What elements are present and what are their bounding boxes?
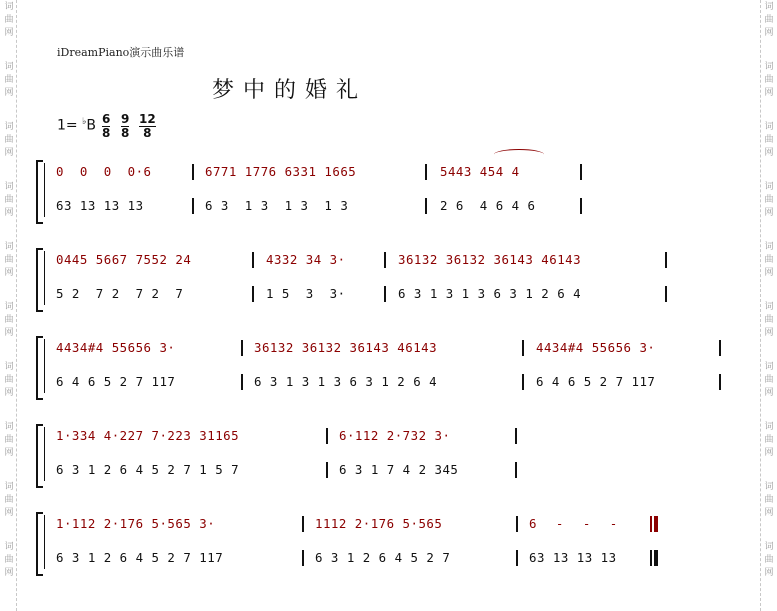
watermark-glyph: 词 <box>764 542 774 552</box>
barline <box>425 198 427 214</box>
watermark-glyph: 网 <box>764 508 774 518</box>
time-signature-denominator: 8 <box>102 126 111 140</box>
barline <box>241 374 243 390</box>
barline <box>522 340 524 356</box>
watermark-glyph: 词 <box>4 362 14 372</box>
melody-measure: 6 - - - <box>529 516 624 531</box>
bass-measure: 63 13 13 13 <box>56 198 144 213</box>
watermark-glyph: 网 <box>4 268 14 278</box>
system-brace <box>36 512 43 576</box>
watermark-glyph: 词 <box>764 482 774 492</box>
watermark-glyph: 词 <box>4 2 14 12</box>
system-brace <box>36 336 43 400</box>
watermark-glyph: 网 <box>764 268 774 278</box>
watermark-glyph: 网 <box>764 568 774 578</box>
watermark-glyph: 曲 <box>764 135 774 145</box>
watermark-glyph: 曲 <box>764 315 774 325</box>
barline <box>326 462 328 478</box>
melody-measure: 1112 2·176 5·565 <box>315 516 443 531</box>
melody-measure: 1·112 2·176 5·565 3· <box>56 516 216 531</box>
bass-measure: 1 5 3 3· <box>266 286 346 301</box>
watermark-glyph: 词 <box>764 182 774 192</box>
barline <box>522 374 524 390</box>
watermark-glyph: 网 <box>4 388 14 398</box>
bass-measure: 6 3 1 2 6 4 5 2 7 117 <box>56 550 224 565</box>
system-bracket <box>44 251 48 305</box>
watermark-glyph: 曲 <box>4 375 14 385</box>
watermark-glyph: 词 <box>764 122 774 132</box>
bass-measure: 6 3 1 7 4 2 345 <box>339 462 459 477</box>
system-brace <box>36 424 43 488</box>
watermark-glyph: 网 <box>4 448 14 458</box>
watermark-glyph: 网 <box>4 88 14 98</box>
melody-measure: 1·334 4·227 7·223 31165 <box>56 428 240 443</box>
watermark-glyph: 曲 <box>4 435 14 445</box>
barline <box>580 164 582 180</box>
melody-measure: 0445 5667 7552 24 <box>56 252 192 267</box>
watermark-glyph: 曲 <box>764 15 774 25</box>
time-signature-denominator: 8 <box>121 126 130 140</box>
watermark-glyph: 曲 <box>4 195 14 205</box>
tie-mark <box>494 149 544 160</box>
watermark-glyph: 曲 <box>4 255 14 265</box>
barline <box>516 550 518 566</box>
watermark-glyph: 网 <box>4 148 14 158</box>
watermark-glyph: 曲 <box>764 75 774 85</box>
watermark-glyph: 曲 <box>764 435 774 445</box>
barline <box>192 164 194 180</box>
barline <box>516 516 518 532</box>
barline <box>384 286 386 302</box>
watermark-glyph: 网 <box>764 208 774 218</box>
watermark-glyph: 词 <box>764 422 774 432</box>
bass-measure: 6 3 1 3 1 3 6 3 1 2 6 4 <box>398 286 582 301</box>
watermark-glyph: 网 <box>4 328 14 338</box>
barline <box>719 340 721 356</box>
melody-measure: 36132 36132 36143 46143 <box>398 252 582 267</box>
time-signature-numerator: 12 <box>139 112 156 126</box>
bass-measure: 6 4 6 5 2 7 117 <box>536 374 656 389</box>
watermark-glyph: 曲 <box>764 195 774 205</box>
watermark-glyph: 词 <box>764 302 774 312</box>
bass-measure: 6 3 1 3 1 3 1 3 <box>205 198 349 213</box>
melody-measure: 0 0 0 0·6 <box>56 164 152 179</box>
watermark-glyph: 曲 <box>764 555 774 565</box>
system-brace <box>36 248 43 312</box>
melody-measure: 6771 1776 6331 1665 <box>205 164 357 179</box>
barline <box>665 286 667 302</box>
final-barline-thick <box>654 516 658 532</box>
barline <box>302 550 304 566</box>
barline <box>241 340 243 356</box>
bass-measure: 6 3 1 3 1 3 6 3 1 2 6 4 <box>254 374 438 389</box>
system-bracket <box>44 339 48 393</box>
watermark-glyph: 曲 <box>764 375 774 385</box>
bass-measure: 63 13 13 13 <box>529 550 617 565</box>
bass-measure: 6 3 1 2 6 4 5 2 7 <box>315 550 451 565</box>
watermark-glyph: 词 <box>4 182 14 192</box>
bass-measure: 6 3 1 2 6 4 5 2 7 1 5 7 <box>56 462 240 477</box>
watermark-glyph: 词 <box>4 122 14 132</box>
final-barline-thin <box>650 550 652 566</box>
watermark-glyph: 网 <box>764 328 774 338</box>
watermark-glyph: 曲 <box>4 315 14 325</box>
watermark-glyph: 网 <box>764 88 774 98</box>
bass-measure: 2 6 4 6 4 6 <box>440 198 536 213</box>
bass-measure: 5 2 7 2 7 2 7 <box>56 286 184 301</box>
system-bracket <box>44 515 48 569</box>
system-bracket <box>44 427 48 481</box>
key-prefix: 1= <box>57 117 78 134</box>
time-signature-numerator: 6 <box>102 112 111 126</box>
watermark-glyph: 网 <box>4 208 14 218</box>
watermark-glyph: 曲 <box>4 135 14 145</box>
barline <box>326 428 328 444</box>
score-title: 梦中的婚礼 <box>212 78 368 103</box>
melody-measure: 4434#4 55656 3· <box>56 340 176 355</box>
watermark-glyph: 网 <box>764 28 774 38</box>
barline <box>665 252 667 268</box>
watermark-glyph: 网 <box>4 568 14 578</box>
barline <box>252 286 254 302</box>
time-signature-numerator: 9 <box>121 112 130 126</box>
watermark-glyph: 词 <box>764 62 774 72</box>
watermark-glyph: 词 <box>4 62 14 72</box>
barline <box>425 164 427 180</box>
time-signature-1 <box>102 113 110 140</box>
barline <box>719 374 721 390</box>
watermark-glyph: 网 <box>764 148 774 158</box>
key-signature <box>57 117 96 134</box>
watermark-glyph: 曲 <box>4 75 14 85</box>
barline <box>515 462 517 478</box>
final-barline-thin <box>650 516 652 532</box>
watermark-glyph: 曲 <box>764 495 774 505</box>
barline <box>384 252 386 268</box>
barline <box>515 428 517 444</box>
barline <box>192 198 194 214</box>
source-label: iDreamPiano演示曲乐谱 <box>57 46 185 59</box>
flat-sign: ♭ <box>82 117 87 127</box>
watermark-glyph: 网 <box>4 508 14 518</box>
melody-measure: 4332 34 3· <box>266 252 346 267</box>
barline <box>302 516 304 532</box>
watermark-glyph: 词 <box>764 242 774 252</box>
melody-measure: 36132 36132 36143 46143 <box>254 340 438 355</box>
key-note: B <box>86 117 96 134</box>
watermark-glyph: 网 <box>764 388 774 398</box>
barline <box>252 252 254 268</box>
melody-measure: 4434#4 55656 3· <box>536 340 656 355</box>
system-brace <box>36 160 43 224</box>
time-signature-2 <box>121 113 129 140</box>
watermark-glyph: 词 <box>4 242 14 252</box>
melody-measure: 5443 454 4 <box>440 164 520 179</box>
system-bracket <box>44 163 48 217</box>
watermark-glyph: 曲 <box>764 255 774 265</box>
watermark-glyph: 词 <box>4 482 14 492</box>
watermark-glyph: 曲 <box>4 495 14 505</box>
time-signature-3 <box>139 113 156 140</box>
watermark-glyph: 词 <box>764 362 774 372</box>
bass-measure: 6 4 6 5 2 7 117 <box>56 374 176 389</box>
time-signature-denominator: 8 <box>143 126 152 140</box>
watermark-glyph: 曲 <box>4 15 14 25</box>
watermark-glyph: 词 <box>4 542 14 552</box>
melody-measure: 6·112 2·732 3· <box>339 428 451 443</box>
watermark-glyph: 网 <box>764 448 774 458</box>
watermark-glyph: 网 <box>4 28 14 38</box>
watermark-glyph: 曲 <box>4 555 14 565</box>
watermark-glyph: 词 <box>4 422 14 432</box>
watermark-glyph: 词 <box>4 302 14 312</box>
watermark-glyph: 词 <box>764 2 774 12</box>
barline <box>580 198 582 214</box>
final-barline-thick <box>654 550 658 566</box>
